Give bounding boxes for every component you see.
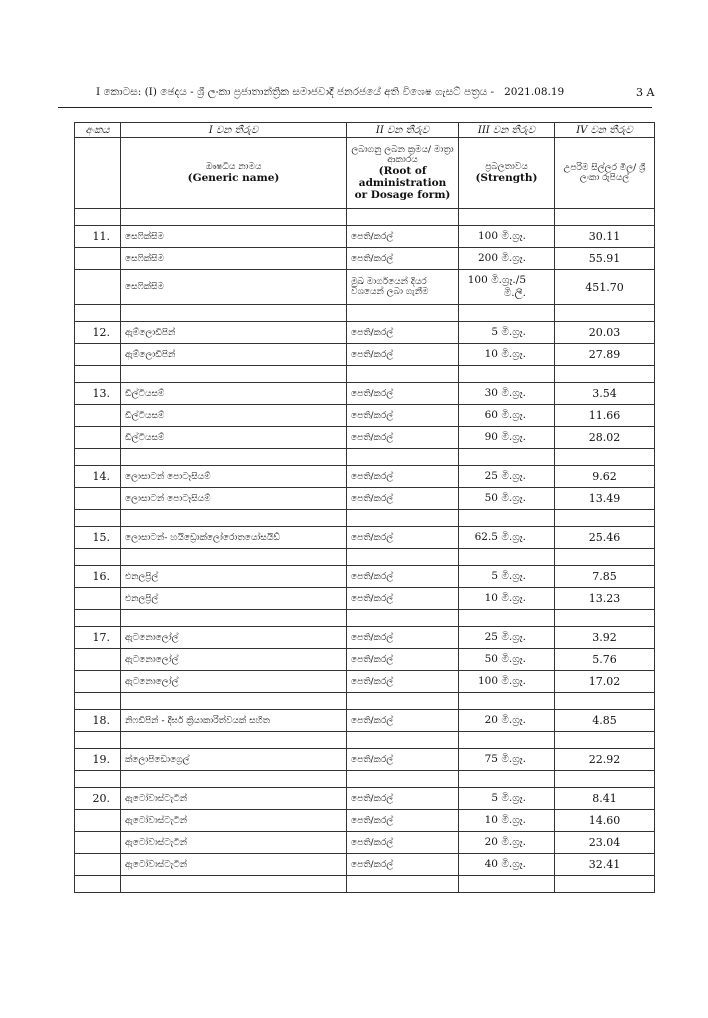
dosage-form: පෙති/කරල් [347,749,459,771]
generic-name: එනලප්‍රිල් [121,588,347,610]
generic-name: සෙෆික්සිම [121,270,347,305]
max-retail-price: 30.11 [555,226,655,248]
row-number [75,270,121,305]
generic-name: ඩිල්ටියසම් [121,405,347,427]
spacer-row [75,549,655,566]
generic-name: ඇම්ලොඩිපින් [121,344,347,366]
gazette-date: 2021.08.19 [504,86,565,98]
table-body [75,209,655,893]
table-row [75,671,655,693]
strength-value: 25 මි.ග්‍රෑ. [459,466,555,488]
dosage-form: පෙති/කරල් [347,527,459,549]
max-retail-price: 451.70 [555,270,655,305]
row-number [75,649,121,671]
table-row [75,488,655,510]
strength-value: 10 මි.ග්‍රෑ. [459,588,555,610]
column-header-4: IV වන තීරුව [555,123,655,138]
gazette-title: I කොටස: (I) ඡෙදය - ශ්‍රී ලංකා ප්‍රජාතාන්ත්‍රික සමාජවාදී ජනරජයේ අති විශෙෂ ගැසට් පත්‍රය - [96,86,495,98]
strength-value: 30 මි.ග්‍රෑ. [459,383,555,405]
strength-value: 40 මි.ග්‍රෑ. [459,854,555,876]
subheader-empty [75,138,121,209]
generic-name: ඇම්ලොඩිපින් [121,322,347,344]
row-number: 20. [75,788,121,810]
row-number [75,810,121,832]
max-retail-price: 11.66 [555,405,655,427]
strength-value: 20 මි.ග්‍රෑ. [459,832,555,854]
row-number [75,832,121,854]
dosage-form: පෙති/කරල් [347,649,459,671]
strength-value: 100 මි.ග්‍රෑ. [459,671,555,693]
max-retail-price: 28.02 [555,427,655,449]
subheader-strength: ප්‍රබලතාවය (Strength) [459,138,555,209]
dosage-form: පෙති/කරල් [347,671,459,693]
table-row [75,248,655,270]
strength-value: 62.5 මි.ග්‍රෑ. [459,527,555,549]
generic-name: නිෆඩිපින් - දීර්ඝ ක්‍රියාකාරිත්වයක් සහිත [121,710,347,732]
table-row [75,270,655,305]
subheader-price: උපරිම සිල්ලර මිල/ ශ්‍රී ලංකා රුපියල් [555,138,655,209]
strength-value: 50 මි.ග්‍රෑ. [459,649,555,671]
dosage-form: පෙති/කරල් [347,566,459,588]
max-retail-price: 23.04 [555,832,655,854]
table-row [75,566,655,588]
dosage-form: පෙති/කරල් [347,488,459,510]
table-row [75,405,655,427]
max-retail-price: 27.89 [555,344,655,366]
table-row [75,383,655,405]
strength-value: 10 මි.ග්‍රෑ. [459,344,555,366]
dosage-form: පෙති/කරල් [347,832,459,854]
strength-value: 25 මි.ග්‍රෑ. [459,627,555,649]
column-header-2: II වන තීරුව [347,123,459,138]
table-row [75,832,655,854]
column-header-no: අංකය [75,123,121,138]
spacer-row [75,510,655,527]
generic-name: ඇටෝවාස්ටැටින් [121,810,347,832]
generic-name: ඇටනොලෝල් [121,627,347,649]
generic-name: ඇටෝවාස්ටැටින් [121,854,347,876]
spacer-row [75,305,655,322]
strength-value: 100 මි.ග්‍රෑ. [459,226,555,248]
dosage-form: පෙති/කරල් [347,226,459,248]
strength-value: 50 මි.ග්‍රෑ. [459,488,555,510]
strength-value: 90 මි.ග්‍රෑ. [459,427,555,449]
row-number: 15. [75,527,121,549]
row-number [75,405,121,427]
table-row [75,854,655,876]
row-number [75,344,121,366]
strength-value: 20 මි.ග්‍රෑ. [459,710,555,732]
max-retail-price: 25.46 [555,527,655,549]
row-number: 11. [75,226,121,248]
table-row [75,527,655,549]
max-retail-price: 3.54 [555,383,655,405]
table-row [75,588,655,610]
spacer-row [75,732,655,749]
column-header-1: I වන තීරුව [121,123,347,138]
max-retail-price: 17.02 [555,671,655,693]
row-number: 17. [75,627,121,649]
strength-value: 200 මි.ග්‍රෑ. [459,248,555,270]
generic-name: ලොසාටන් පොටෑසියම් [121,488,347,510]
table-row [75,810,655,832]
spacer-row [75,771,655,788]
spacer-row [75,610,655,627]
dosage-form: පෙති/කරල් [347,383,459,405]
dosage-form: පෙති/කරල් [347,710,459,732]
row-number: 18. [75,710,121,732]
row-number: 19. [75,749,121,771]
generic-name: එනලප්‍රිල් [121,566,347,588]
strength-value: 10 මි.ග්‍රෑ. [459,810,555,832]
strength-value: 100 මි.ග්‍රෑ./5 මි.ලී. [459,270,555,305]
table-row [75,322,655,344]
header-rule [58,107,652,108]
row-number: 12. [75,322,121,344]
dosage-form: පෙති/කරල් [347,405,459,427]
table-row [75,226,655,248]
dosage-form: පෙති/කරල් [347,788,459,810]
table-row [75,749,655,771]
table-row [75,344,655,366]
dosage-form: පෙති/කරල් [347,344,459,366]
strength-value: 60 මි.ග්‍රෑ. [459,405,555,427]
table-row [75,788,655,810]
row-number [75,671,121,693]
table-row [75,427,655,449]
row-number: 13. [75,383,121,405]
row-number [75,488,121,510]
strength-value: 5 මි.ග්‍රෑ. [459,322,555,344]
max-retail-price: 8.41 [555,788,655,810]
table-row [75,649,655,671]
strength-value: 75 මි.ග්‍රෑ. [459,749,555,771]
strength-value: 5 මි.ග්‍රෑ. [459,566,555,588]
dosage-form: පෙති/කරල් [347,248,459,270]
max-retail-price: 5.76 [555,649,655,671]
spacer-row [75,366,655,383]
table-row [75,627,655,649]
dosage-form: මුඛ මාර්ගයෙන් දියර වශයෙන් ලබා ගැනීම [347,270,459,305]
spacer-row [75,209,655,226]
strength-value: 5 මි.ග්‍රෑ. [459,788,555,810]
dosage-form: පෙති/කරල් [347,322,459,344]
generic-name: ඇටනොලෝල් [121,671,347,693]
row-number [75,588,121,610]
max-retail-price: 3.92 [555,627,655,649]
row-number: 16. [75,566,121,588]
generic-name: සෙෆික්සිම [121,248,347,270]
max-retail-price: 22.92 [555,749,655,771]
generic-name: ඇටෝවාස්ටැටින් [121,832,347,854]
spacer-row [75,876,655,893]
max-retail-price: 14.60 [555,810,655,832]
spacer-row [75,449,655,466]
spacer-row [75,693,655,710]
dosage-form: පෙති/කරල් [347,588,459,610]
dosage-form: පෙති/කරල් [347,854,459,876]
generic-name: ලොසාටන්- හයිඩ්‍රොක්ලෝරොතයෝසයිඩ් [121,527,347,549]
row-number [75,854,121,876]
max-retail-price: 20.03 [555,322,655,344]
max-retail-price: 32.41 [555,854,655,876]
dosage-form: පෙති/කරල් [347,427,459,449]
dosage-form: පෙති/කරල් [347,810,459,832]
generic-name: ලොසාටන් පොටෑසියම් [121,466,347,488]
generic-name: සෙෆික්සිම [121,226,347,248]
subheader-route: ලබාගනු ලබන ක්‍රමය/ මාත්‍රා ආකාරය (Root of administration or Dosage form) [347,138,459,209]
page-header [96,86,656,99]
subheader-generic: ඖෂධීය නාමය (Generic name) [121,138,347,209]
column-header-3: III වන තීරුව [459,123,555,138]
max-retail-price: 13.49 [555,488,655,510]
dosage-form: පෙති/කරල් [347,627,459,649]
table-row [75,466,655,488]
row-number [75,248,121,270]
max-retail-price: 7.85 [555,566,655,588]
table-row [75,710,655,732]
dosage-form: පෙති/කරල් [347,466,459,488]
drug-price-table [74,122,655,893]
max-retail-price: 55.91 [555,248,655,270]
max-retail-price: 4.85 [555,710,655,732]
max-retail-price: 13.23 [555,588,655,610]
generic-name: ක්ලොපිඩොග්‍රෙල් [121,749,347,771]
row-number [75,427,121,449]
generic-name: ඩිල්ටියසම් [121,383,347,405]
max-retail-price: 9.62 [555,466,655,488]
generic-name: ඩිල්ටියසම් [121,427,347,449]
generic-name: ඇටෝවාස්ටැටින් [121,788,347,810]
page-number: 3 A [636,86,655,99]
row-number: 14. [75,466,121,488]
generic-name: ඇටනොලෝල් [121,649,347,671]
